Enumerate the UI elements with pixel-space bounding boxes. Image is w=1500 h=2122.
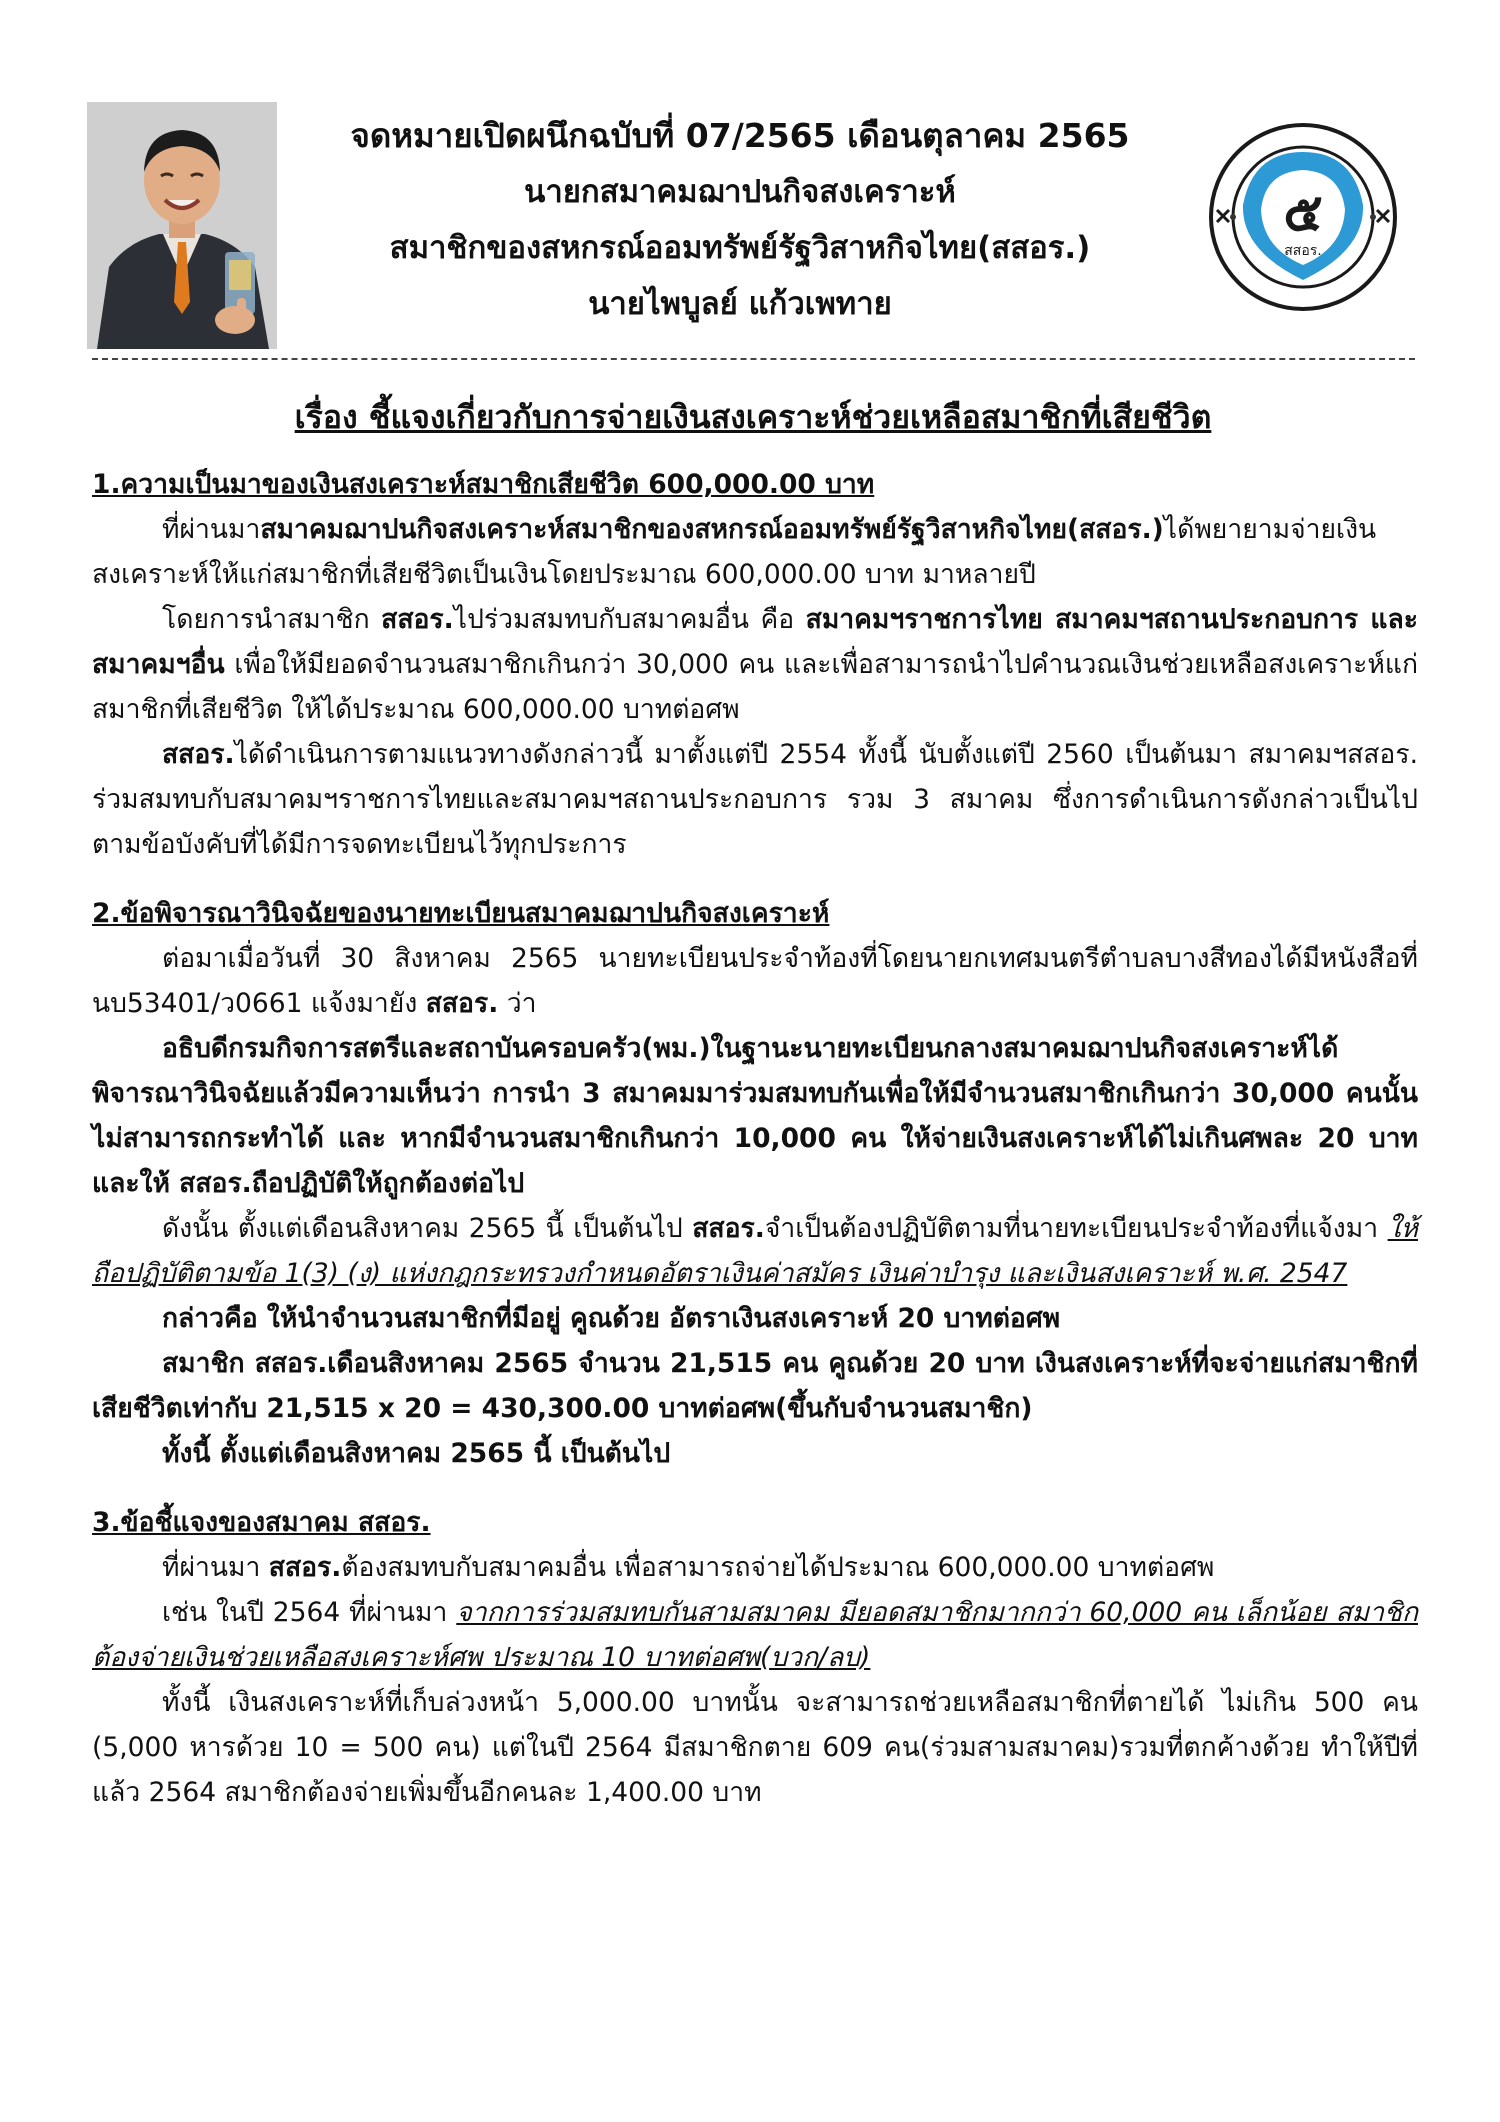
text-run: ว่า — [498, 988, 537, 1019]
text-run: จำเป็นต้องปฏิบัติตามที่นายทะเบียนประจำท้องที่แจ้งมา — [764, 1213, 1388, 1244]
section-2-effective-date: ทั้งนี้ ตั้งแต่เดือนสิงหาคม 2565 นี้ เป็นต้นไป — [162, 1438, 671, 1469]
text-run: ที่ผ่านมา — [162, 514, 261, 545]
letter-body — [92, 462, 1418, 1815]
header-organization: สมาชิกของสหกรณ์ออมทรัพย์รัฐวิสาหกิจไทย(สสอร.) — [389, 230, 1091, 266]
text-run: โดยการนำสมาชิก — [162, 604, 382, 635]
section-2-paragraph-4: กล่าวคือ ให้นำจำนวนสมาชิกที่มีอยู่ คูณด้วย อัตราเงินสงเคราะห์ 20 บาทต่อศพ — [162, 1303, 1061, 1334]
org-abbrev: สสอร. — [268, 1552, 342, 1583]
section-3-title: 3.ข้อชี้แจงของสมาคม สสอร. — [92, 1507, 431, 1538]
text-run: ไปร่วมสมทบกับสมาคมอื่น คือ — [453, 604, 806, 635]
text-run: ได้พยายามจ่ายเงินสงเคราะห์ให้แก่สมาชิกที่เสียชีวิตเป็นเงินโดยประมาณ 600,000.00 บาท มาหลายปี — [92, 514, 1377, 590]
header-divider — [92, 358, 1415, 360]
text-run: ดังนั้น ตั้งแต่เดือนสิงหาคม 2565 นี้ เป็นต้นไป — [162, 1213, 693, 1244]
header-name: นายไพบูลย์ แก้วเพทาย — [588, 286, 892, 322]
org-abbrev: สสอร. — [425, 988, 499, 1019]
underlined-example: จากการร่วมสมทบกันสามสมาคม มียอดสมาชิกมากกว่า 60,000 คน เล็กน้อย สมาชิกต้องจ่ายเงินช่วยเหลือสงเคราะห์ศพ ประมาณ 10 บาทต่อศพ(บวก/ลบ) — [92, 1597, 1418, 1673]
org-abbrev: สสอร. — [381, 604, 454, 635]
header-position: นายกสมาคมฌาปนกิจสงเคราะห์ — [524, 174, 956, 210]
org-abbrev: สสอร. — [692, 1213, 765, 1244]
partner-associations: สมาคมฯราชการไทย สมาคมฯสถานประกอบการ และสมาคมฯอื่น — [92, 604, 1418, 680]
spacer — [92, 867, 1418, 891]
text-run: เพื่อให้มียอดจำนวนสมาชิกเกินกว่า 30,000 คน และเพื่อสามารถนำไปคำนวณเงินช่วยเหลือสงเคราะห์แก่สมาชิกที่เสียชีวิต ให้ได้ประมาณ 600,000.00 บาทต่อศพ — [92, 649, 1418, 725]
portrait-illustration — [87, 102, 277, 349]
section-1-paragraph-2 — [92, 597, 1418, 732]
section-3-paragraph-1 — [92, 1545, 1418, 1590]
seal-numeral: ๕ — [1283, 183, 1323, 243]
letter-header — [300, 108, 1180, 332]
seal-caption: สสอร. — [1284, 243, 1322, 259]
text-run: ที่ผ่านมา — [162, 1552, 269, 1583]
section-2-ruling: อธิบดีกรมกิจการสตรีและสถาบันครอบครัว(พม.)ในฐานะนายทะเบียนกลางสมาคมฌาปนกิจสงเคราะห์ได้พิจารณาวินิจฉัยแล้วมีความเห็นว่า การนำ 3 สมาคมมาร่วมสมทบกันเพื่อให้มีจำนวนสมาชิกเกินกว่า 30,000 คนนั้น ไม่สามารถกระทำได้ และ หากมีจำนวนสมาชิกเกินกว่า 10,000 คน ให้จ่ายเงินสงเคราะห์ได้ไม่เกินศพละ 20 บาท และให้ สสอร.ถือปฏิบัติให้ถูกต้องต่อไป — [92, 1033, 1418, 1199]
section-2-paragraph-3 — [92, 1206, 1418, 1296]
letter-subject: เรื่อง ชี้แจงเกี่ยวกับการจ่ายเงินสงเคราะห์ช่วยเหลือสมาชิกที่เสียชีวิต — [294, 398, 1212, 436]
organization-name: สมาคมฌาปนกิจสงเคราะห์สมาชิกของสหกรณ์ออมทรัพย์รัฐวิสาหกิจไทย(สสอร.) — [260, 514, 1164, 545]
portrait-photo — [87, 102, 277, 349]
text-run: ต่อมาเมื่อวันที่ 30 สิงหาคม 2565 นายทะเบียนประจำท้องที่โดยนายกเทศมนตรีตำบลบางสีทองได้มีหนังสือที่ นบ53401/ว0661 แจ้งมายัง — [92, 943, 1418, 1019]
section-1-title: 1.ความเป็นมาของเงินสงเคราะห์สมาชิกเสียชีวิต 600,000.00 บาท — [92, 469, 875, 500]
text-run: เช่น ในปี 2564 ที่ผ่านมา — [162, 1597, 457, 1628]
text-run: ได้ดำเนินการตามแนวทางดังกล่าวนี้ มาตั้งแต่ปี 2554 ทั้งนี้ นับตั้งแต่ปี 2560 เป็นต้นมา สมาคมฯสสอร. ร่วมสมทบกับสมาคมฯราชการไทยและสมาคมฯสถานประกอบการ รวม 3 สมาคม ซึ่งการดำเนินการดังกล่าวเป็นไปตามข้อบังคับที่ได้มีการจดทะเบียนไว้ทุกประการ — [92, 739, 1418, 860]
association-seal-logo — [1203, 110, 1403, 325]
org-abbrev: สสอร. — [162, 739, 235, 770]
header-title: จดหมายเปิดผนึกฉบับที่ 07/2565 เดือนตุลาคม 2565 — [350, 116, 1130, 155]
text-run: ต้องสมทบกับสมาคมอื่น เพื่อสามารถจ่ายได้ประมาณ 600,000.00 บาทต่อศพ — [341, 1552, 1215, 1583]
spacer — [92, 1476, 1418, 1500]
section-2-title: 2.ข้อพิจารณาวินิจฉัยของนายทะเบียนสมาคมฌาปนกิจสงเคราะห์ — [92, 898, 830, 929]
seal-graphic — [1203, 110, 1403, 325]
section-2-paragraph-1 — [92, 936, 1418, 1026]
section-3-paragraph-3: ทั้งนี้ เงินสงเคราะห์ที่เก็บล่วงหน้า 5,000.00 บาทนั้น จะสามารถช่วยเหลือสมาชิกที่ตายได้ ไม่เกิน 500 คน (5,000 หารด้วย 10 = 500 คน) แต่ในปี 2564 มีสมาชิกตาย 609 คน(ร่วมสามสมาคม)รวมที่ตกค้างด้วย ทำให้ปีที่แล้ว 2564 สมาชิกต้องจ่ายเพิ่มขึ้นอีกคนละ 1,400.00 บาท — [92, 1687, 1418, 1808]
section-3-paragraph-2 — [92, 1590, 1418, 1680]
section-1-paragraph-1 — [92, 507, 1418, 597]
section-1-paragraph-3 — [92, 732, 1418, 867]
section-2-calculation: สมาชิก สสอร.เดือนสิงหาคม 2565 จำนวน 21,515 คน คูณด้วย 20 บาท เงินสงเคราะห์ที่จะจ่ายแก่สมาชิกที่เสียชีวิตเท่ากับ 21,515 x 20 = 430,300.00 บาทต่อศพ(ขึ้นกับจำนวนสมาชิก) — [92, 1348, 1418, 1424]
regulation-reference: ให้ถือปฏิบัติตามข้อ 1(3) (ง) แห่งกฎกระทรวงกำหนดอัตราเงินค่าสมัคร เงินค่าบำรุง และเงินสงเคราะห์ พ.ศ. 2547 — [92, 1213, 1418, 1289]
